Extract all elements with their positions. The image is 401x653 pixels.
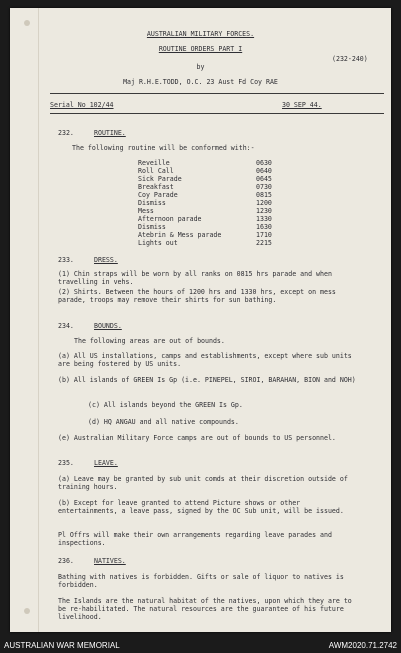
by-line: by (196, 63, 205, 71)
bounds-item: (c) All islands beyond the GREEN Is Gp. (88, 401, 243, 409)
bounds-intro: The following areas are out of bounds. (74, 337, 225, 345)
section-number: 234. (58, 322, 74, 330)
routine-item: Dismiss (138, 223, 166, 231)
routine-time: 1630 (256, 223, 272, 231)
section-heading: DRESS. (94, 256, 118, 264)
routine-item: Roll Call (138, 167, 174, 175)
bounds-item: (e) Australian Military Force camps are out of bounds to US personnel. (58, 434, 336, 442)
archive-name: AUSTRALIAN WAR MEMORIAL (4, 641, 120, 650)
routine-time: 2215 (256, 239, 272, 247)
routine-time: 1200 (256, 199, 272, 207)
order-range: (232-240) (332, 55, 368, 63)
officer-line: Maj R.H.E.TODD, O.C. 23 Aust Fd Coy RAE (123, 78, 278, 86)
section-number: 232. (58, 129, 74, 137)
dress-paragraph: (1) Chin straps will be worn by all ranks on 0815 hrs parade and when travelling in vehs. (58, 270, 332, 286)
routine-time: 0645 (256, 175, 272, 183)
leave-item: Pl Offrs will make their own arrangements regarding leave parades and inspections. (58, 531, 332, 547)
punch-hole (24, 20, 30, 26)
routine-time: 0630 (256, 159, 272, 167)
bounds-item: (d) HQ ANGAU and all native compounds. (88, 418, 239, 426)
punch-hole (24, 608, 30, 614)
routine-item: Lights out (138, 239, 178, 247)
routine-item: Sick Parade (138, 175, 182, 183)
section-number: 236. (58, 557, 74, 565)
section-heading: NATIVES. (94, 557, 126, 565)
routine-item: Afternoon parade (138, 215, 202, 223)
routine-time: 1710 (256, 231, 272, 239)
dress-paragraph: (2) Shirts. Between the hours of 1200 hrs and 1330 hrs, except on mess parade, troops may remove their shirts for sun bathing. (58, 288, 336, 304)
routine-item: Atebrin & Mess parade (138, 231, 222, 239)
natives-paragraph: The Islands are the natural habitat of the natives, upon which they are to be re-habilitated. The natural resources are the guarantee of his future livelihood. (58, 597, 352, 621)
org-heading: AUSTRALIAN MILITARY FORCES. (146, 30, 255, 38)
routine-item: Reveille (138, 159, 170, 167)
document-title: ROUTINE ORDERS PART I (158, 45, 243, 53)
archive-footer (0, 640, 401, 653)
section-number: 235. (58, 459, 74, 467)
section-heading: ROUTINE. (94, 129, 126, 137)
section-heading: BOUNDS. (94, 322, 122, 330)
bounds-item: (b) All islands of GREEN Is Gp (i.e. PINEPEL, SIROI, BARAHAN, BION and NOH) (58, 376, 356, 384)
routine-item: Dismiss (138, 199, 166, 207)
section-number: 233. (58, 256, 74, 264)
leave-item: (b) Except for leave granted to attend Picture shows or other entertainments, a leave pass, signed by the OC Sub unit, will be issued. (58, 499, 344, 515)
routine-intro: The following routine will be conformed with:- (72, 144, 255, 152)
routine-time: 0730 (256, 183, 272, 191)
serial-rule (50, 113, 384, 114)
routine-time: 1330 (256, 215, 272, 223)
routine-time: 0640 (256, 167, 272, 175)
routine-time: 1230 (256, 207, 272, 215)
routine-item: Breakfast (138, 183, 174, 191)
accession-number: AWM2020.71.2742 (328, 641, 397, 650)
order-date: 30 SEP 44. (282, 101, 322, 109)
leave-item: (a) Leave may be granted by sub unit comds at their discretion outside of training hours. (58, 475, 348, 491)
serial-number: Serial No 102/44 (50, 101, 114, 109)
routine-item: Coy Parade (138, 191, 178, 199)
bounds-item: (a) All US installations, camps and establishments, except where sub units are being fostered by US units. (58, 352, 352, 368)
natives-paragraph: Bathing with natives is forbidden. Gifts or sale of liquor to natives is forbidden. (58, 573, 344, 589)
document-page (10, 8, 391, 632)
section-heading: LEAVE. (94, 459, 118, 467)
header-rule (50, 93, 384, 94)
routine-time: 0815 (256, 191, 272, 199)
routine-item: Mess (138, 207, 154, 215)
